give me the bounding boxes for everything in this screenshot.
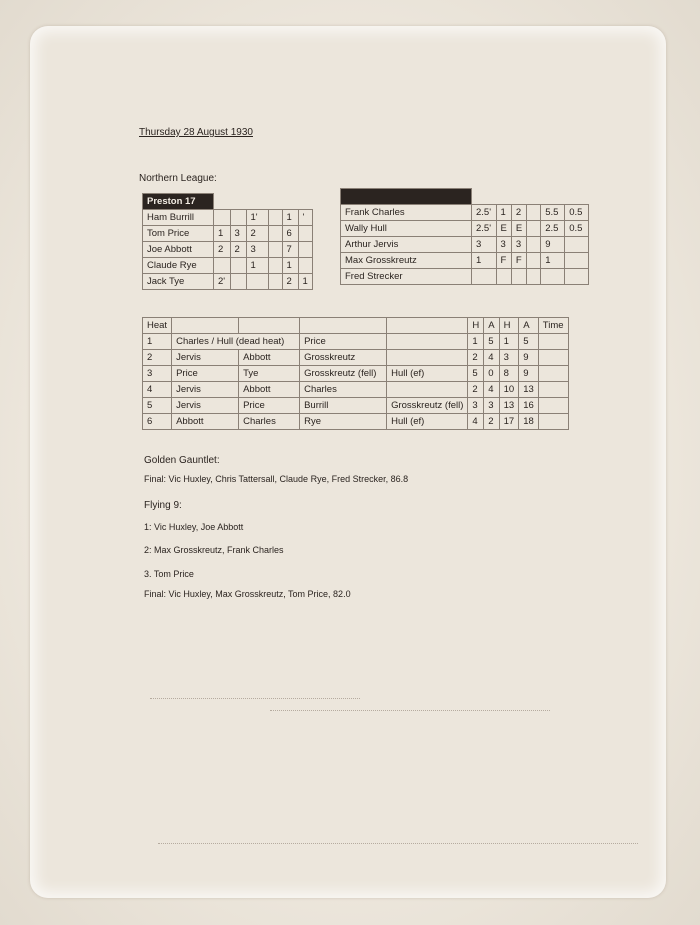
table-row: 3 Price Tye Grosskreutz (fell) Hull (ef) 5 0 8 9 (143, 366, 569, 382)
away-team-table (340, 188, 589, 285)
rider-name: Wally Hull (341, 220, 472, 236)
table-row: Frank Charles 2.5' 1 2 5.5 0.5 (341, 204, 589, 220)
table-row: Arthur Jervis 3 3 3 9 (341, 236, 589, 252)
table-header-row (143, 318, 569, 334)
rider-name: Claude Rye (143, 258, 214, 274)
rider-name: Frank Charles (341, 204, 472, 220)
bleed-through-mark (270, 710, 550, 714)
column-header: H (499, 318, 519, 334)
golden-gauntlet-final: Final: Vic Huxley, Chris Tattersall, Claude Rye, Fred Strecker, 86.8 (144, 474, 409, 484)
table-row: Ham Burrill 1' 1 ' (143, 210, 313, 226)
rider-name: Arthur Jervis (341, 236, 472, 252)
rider-name: Fred Strecker (341, 268, 472, 284)
rider-name: Jack Tye (143, 274, 214, 290)
column-header: Time (538, 318, 568, 334)
flying-nine-line: 3. Tom Price (144, 569, 194, 579)
home-team-table (142, 193, 313, 290)
heat-table (142, 317, 569, 430)
flying-nine-line: 2: Max Grosskreutz, Frank Charles (144, 545, 284, 555)
rider-name: Ham Burrill (143, 210, 214, 226)
column-header: A (519, 318, 539, 334)
column-header: Heat (143, 318, 172, 334)
table-row: 5 Jervis Price Burrill Grosskreutz (fell) 3 3 13 16 (143, 398, 569, 414)
table-row: 1 Charles / Hull (dead heat) Price 1 5 1 5 (143, 334, 569, 350)
table-row: Tom Price 1 3 2 6 (143, 226, 313, 242)
document-page (30, 26, 666, 898)
table-row: Claude Rye 1 1 (143, 258, 313, 274)
rider-name: Joe Abbott (143, 242, 214, 258)
table-row: Max Grosskreutz 1 F F 1 (341, 252, 589, 268)
meeting-date: Thursday 28 August 1930 (139, 127, 253, 138)
rider-name: Max Grosskreutz (341, 252, 472, 268)
table-row (341, 268, 589, 284)
rider-name: Tom Price (143, 226, 214, 242)
table-row: 4 Jervis Abbott Charles 2 4 10 13 (143, 382, 569, 398)
column-header: H (468, 318, 484, 334)
table-row: 2 Jervis Abbott Grosskreutz 2 4 3 9 (143, 350, 569, 366)
table-row: Jack Tye 2' 2 1 (143, 274, 313, 290)
table-row: 6 Abbott Charles Rye Hull (ef) 4 2 17 18 (143, 414, 569, 430)
flying-nine-final: Final: Vic Huxley, Max Grosskreutz, Tom Price, 82.0 (144, 589, 351, 599)
golden-gauntlet-title: Golden Gauntlet: (144, 455, 220, 466)
home-team-title: Preston 17 (143, 194, 214, 210)
column-header: A (484, 318, 499, 334)
bleed-through-mark (158, 843, 638, 847)
away-team-title-bar (341, 189, 472, 205)
flying-nine-title: Flying 9: (144, 500, 182, 511)
league-label: Northern League: (139, 173, 217, 184)
table-row: Joe Abbott 2 2 3 7 (143, 242, 313, 258)
table-row: Wally Hull 2.5' E E 2.5 0.5 (341, 220, 589, 236)
bleed-through-mark (150, 698, 360, 702)
flying-nine-line: 1: Vic Huxley, Joe Abbott (144, 522, 244, 532)
